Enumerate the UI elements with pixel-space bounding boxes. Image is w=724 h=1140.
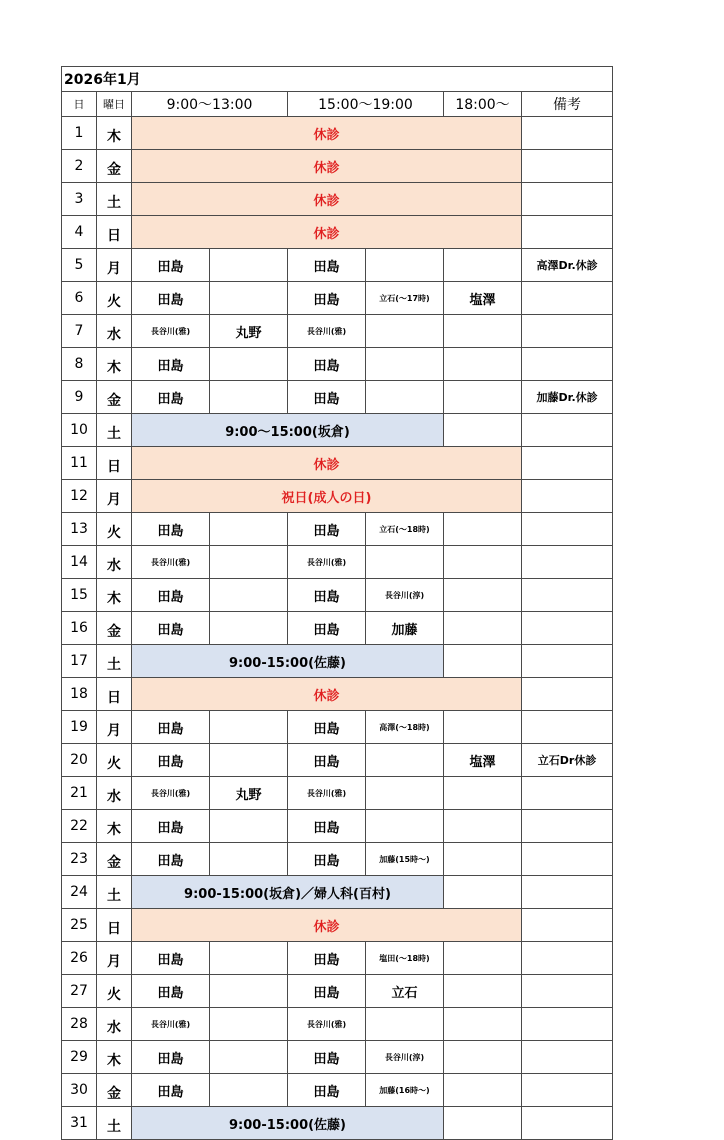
- afternoon-doctor-1: 田島: [288, 975, 366, 1008]
- weekday: 土: [97, 1107, 132, 1140]
- note-cell: [522, 348, 613, 381]
- afternoon-doctor-2: [366, 546, 444, 579]
- weekday: 火: [97, 975, 132, 1008]
- evening-doctor: [444, 612, 522, 645]
- note-cell: [522, 612, 613, 645]
- header-afternoon: 15:00～19:00: [288, 92, 444, 117]
- evening-doctor: [444, 843, 522, 876]
- afternoon-doctor-1: 田島: [288, 612, 366, 645]
- note-cell: [522, 1107, 613, 1140]
- morning-doctor-2: [210, 579, 288, 612]
- note-cell: [522, 513, 613, 546]
- evening-doctor: [444, 777, 522, 810]
- title-row: [62, 67, 613, 92]
- schedule-row: [62, 282, 613, 315]
- note-cell: [522, 546, 613, 579]
- morning-doctor-1: 田島: [132, 843, 210, 876]
- afternoon-doctor-1: 田島: [288, 1074, 366, 1107]
- morning-doctor-2: [210, 1041, 288, 1074]
- note-cell: 高澤Dr.休診: [522, 249, 613, 282]
- morning-doctor-2: [210, 1008, 288, 1041]
- afternoon-doctor-2: [366, 777, 444, 810]
- morning-doctor-2: [210, 249, 288, 282]
- evening-doctor: [444, 810, 522, 843]
- weekday: 土: [97, 414, 132, 447]
- schedule-row: [62, 117, 613, 150]
- evening-doctor: [444, 1074, 522, 1107]
- note-cell: [522, 711, 613, 744]
- note-cell: [522, 414, 613, 447]
- evening-cell: [444, 414, 522, 447]
- morning-doctor-2: [210, 942, 288, 975]
- schedule-row: [62, 183, 613, 216]
- day-number: 25: [62, 909, 97, 942]
- closed-cell: 休診: [132, 447, 522, 480]
- day-number: 10: [62, 414, 97, 447]
- day-number: 7: [62, 315, 97, 348]
- afternoon-doctor-1: 長谷川(雅): [288, 1008, 366, 1041]
- evening-cell: [444, 1107, 522, 1140]
- afternoon-doctor-1: 田島: [288, 942, 366, 975]
- header-weekday: 曜日: [97, 92, 132, 117]
- day-number: 9: [62, 381, 97, 414]
- day-number: 18: [62, 678, 97, 711]
- morning-doctor-1: 田島: [132, 810, 210, 843]
- afternoon-doctor-1: 田島: [288, 843, 366, 876]
- morning-doctor-1: 田島: [132, 744, 210, 777]
- morning-doctor-1: 田島: [132, 579, 210, 612]
- weekday: 火: [97, 282, 132, 315]
- day-number: 28: [62, 1008, 97, 1041]
- note-cell: [522, 117, 613, 150]
- day-number: 14: [62, 546, 97, 579]
- afternoon-doctor-1: 田島: [288, 348, 366, 381]
- afternoon-doctor-1: 田島: [288, 282, 366, 315]
- day-number: 20: [62, 744, 97, 777]
- note-cell: [522, 216, 613, 249]
- note-cell: [522, 876, 613, 909]
- note-cell: [522, 1074, 613, 1107]
- day-number: 8: [62, 348, 97, 381]
- note-cell: 加藤Dr.休診: [522, 381, 613, 414]
- schedule-row: [62, 480, 613, 513]
- afternoon-doctor-2: [366, 348, 444, 381]
- schedule-row: [62, 744, 613, 777]
- morning-doctor-1: 長谷川(雅): [132, 315, 210, 348]
- evening-doctor: [444, 381, 522, 414]
- note-cell: [522, 183, 613, 216]
- month-title: 2026年1月: [62, 67, 613, 92]
- note-cell: [522, 810, 613, 843]
- evening-doctor: 塩澤: [444, 282, 522, 315]
- schedule-row: [62, 414, 613, 447]
- schedule-row: [62, 447, 613, 480]
- weekday: 日: [97, 216, 132, 249]
- afternoon-doctor-1: 田島: [288, 711, 366, 744]
- evening-doctor: 塩澤: [444, 744, 522, 777]
- note-cell: [522, 282, 613, 315]
- weekday: 木: [97, 579, 132, 612]
- note-cell: [522, 579, 613, 612]
- afternoon-doctor-2: [366, 315, 444, 348]
- weekday: 月: [97, 711, 132, 744]
- schedule-row: [62, 1074, 613, 1107]
- note-cell: 立石Dr休診: [522, 744, 613, 777]
- morning-doctor-2: [210, 381, 288, 414]
- weekday: 木: [97, 810, 132, 843]
- afternoon-doctor-1: 田島: [288, 579, 366, 612]
- evening-doctor: [444, 513, 522, 546]
- closed-cell: 休診: [132, 117, 522, 150]
- note-cell: [522, 843, 613, 876]
- header-row: [62, 92, 613, 117]
- morning-doctor-2: [210, 711, 288, 744]
- note-cell: [522, 1008, 613, 1041]
- weekday: 木: [97, 348, 132, 381]
- day-number: 16: [62, 612, 97, 645]
- closed-cell: 祝日(成人の日): [132, 480, 522, 513]
- morning-doctor-1: 田島: [132, 513, 210, 546]
- weekday: 金: [97, 843, 132, 876]
- afternoon-doctor-1: 田島: [288, 381, 366, 414]
- header-notes: 備考: [522, 92, 613, 117]
- schedule-row: [62, 348, 613, 381]
- evening-doctor: [444, 315, 522, 348]
- schedule-row: [62, 876, 613, 909]
- afternoon-doctor-1: 田島: [288, 513, 366, 546]
- schedule-row: [62, 249, 613, 282]
- note-cell: [522, 975, 613, 1008]
- note-cell: [522, 909, 613, 942]
- schedule-row: [62, 216, 613, 249]
- evening-cell: [444, 645, 522, 678]
- evening-doctor: [444, 546, 522, 579]
- weekday: 金: [97, 150, 132, 183]
- schedule-row: [62, 315, 613, 348]
- evening-doctor: [444, 975, 522, 1008]
- note-cell: [522, 480, 613, 513]
- morning-doctor-1: 田島: [132, 1041, 210, 1074]
- evening-doctor: [444, 579, 522, 612]
- evening-doctor: [444, 1041, 522, 1074]
- morning-doctor-1: 田島: [132, 381, 210, 414]
- weekday: 月: [97, 942, 132, 975]
- morning-doctor-1: 田島: [132, 282, 210, 315]
- schedule-row: [62, 678, 613, 711]
- day-number: 6: [62, 282, 97, 315]
- weekday: 土: [97, 183, 132, 216]
- weekday: 水: [97, 546, 132, 579]
- evening-doctor: [444, 348, 522, 381]
- morning-doctor-1: 田島: [132, 942, 210, 975]
- closed-cell: 休診: [132, 909, 522, 942]
- morning-doctor-1: 田島: [132, 975, 210, 1008]
- afternoon-doctor-2: [366, 1008, 444, 1041]
- schedule-row: [62, 942, 613, 975]
- morning-doctor-2: [210, 513, 288, 546]
- weekday: 月: [97, 480, 132, 513]
- morning-doctor-2: 丸野: [210, 315, 288, 348]
- day-number: 30: [62, 1074, 97, 1107]
- weekday: 火: [97, 513, 132, 546]
- weekday: 金: [97, 1074, 132, 1107]
- afternoon-doctor-2: 高澤(～18時): [366, 711, 444, 744]
- header-day: 日: [62, 92, 97, 117]
- saturday-hours: 9:00-15:00(坂倉)／婦人科(百村): [132, 876, 444, 909]
- note-cell: [522, 1041, 613, 1074]
- weekday: 水: [97, 777, 132, 810]
- morning-doctor-1: 田島: [132, 249, 210, 282]
- schedule-row: [62, 843, 613, 876]
- schedule-row: [62, 513, 613, 546]
- weekday: 水: [97, 315, 132, 348]
- closed-cell: 休診: [132, 150, 522, 183]
- note-cell: [522, 447, 613, 480]
- day-number: 24: [62, 876, 97, 909]
- closed-cell: 休診: [132, 183, 522, 216]
- weekday: 金: [97, 612, 132, 645]
- morning-doctor-1: 田島: [132, 1074, 210, 1107]
- weekday: 土: [97, 876, 132, 909]
- schedule-row: [62, 1107, 613, 1140]
- day-number: 5: [62, 249, 97, 282]
- weekday: 土: [97, 645, 132, 678]
- afternoon-doctor-2: 長谷川(淳): [366, 579, 444, 612]
- note-cell: [522, 645, 613, 678]
- morning-doctor-1: 田島: [132, 612, 210, 645]
- morning-doctor-1: 長谷川(雅): [132, 1008, 210, 1041]
- afternoon-doctor-1: 長谷川(雅): [288, 546, 366, 579]
- afternoon-doctor-2: 長谷川(淳): [366, 1041, 444, 1074]
- day-number: 3: [62, 183, 97, 216]
- morning-doctor-2: [210, 282, 288, 315]
- schedule-row: [62, 1041, 613, 1074]
- morning-doctor-2: [210, 744, 288, 777]
- schedule-row: [62, 810, 613, 843]
- day-number: 22: [62, 810, 97, 843]
- schedule-row: [62, 150, 613, 183]
- afternoon-doctor-2: [366, 810, 444, 843]
- afternoon-doctor-2: [366, 744, 444, 777]
- weekday: 木: [97, 1041, 132, 1074]
- schedule-row: [62, 1008, 613, 1041]
- schedule-row: [62, 381, 613, 414]
- weekday: 火: [97, 744, 132, 777]
- schedule-row: [62, 546, 613, 579]
- day-number: 2: [62, 150, 97, 183]
- saturday-hours: 9:00-15:00(佐藤): [132, 645, 444, 678]
- afternoon-doctor-2: 加藤(15時～): [366, 843, 444, 876]
- day-number: 1: [62, 117, 97, 150]
- evening-doctor: [444, 942, 522, 975]
- afternoon-doctor-2: 立石: [366, 975, 444, 1008]
- schedule-table: [61, 66, 613, 1140]
- afternoon-doctor-1: 長谷川(雅): [288, 315, 366, 348]
- weekday: 月: [97, 249, 132, 282]
- evening-doctor: [444, 249, 522, 282]
- afternoon-doctor-1: 田島: [288, 1041, 366, 1074]
- day-number: 29: [62, 1041, 97, 1074]
- day-number: 13: [62, 513, 97, 546]
- weekday: 金: [97, 381, 132, 414]
- day-number: 11: [62, 447, 97, 480]
- afternoon-doctor-2: [366, 381, 444, 414]
- schedule-row: [62, 711, 613, 744]
- morning-doctor-1: 田島: [132, 711, 210, 744]
- day-number: 23: [62, 843, 97, 876]
- afternoon-doctor-1: 田島: [288, 810, 366, 843]
- morning-doctor-2: [210, 612, 288, 645]
- schedule-row: [62, 909, 613, 942]
- header-evening: 18:00～: [444, 92, 522, 117]
- day-number: 27: [62, 975, 97, 1008]
- day-number: 21: [62, 777, 97, 810]
- afternoon-doctor-2: [366, 249, 444, 282]
- morning-doctor-2: [210, 348, 288, 381]
- closed-cell: 休診: [132, 678, 522, 711]
- saturday-hours: 9:00～15:00(坂倉): [132, 414, 444, 447]
- evening-cell: [444, 876, 522, 909]
- day-number: 17: [62, 645, 97, 678]
- afternoon-doctor-2: 加藤(16時～): [366, 1074, 444, 1107]
- afternoon-doctor-2: 塩田(～18時): [366, 942, 444, 975]
- closed-cell: 休診: [132, 216, 522, 249]
- afternoon-doctor-2: 加藤: [366, 612, 444, 645]
- weekday: 水: [97, 1008, 132, 1041]
- weekday: 日: [97, 909, 132, 942]
- weekday: 日: [97, 447, 132, 480]
- header-morning: 9:00～13:00: [132, 92, 288, 117]
- morning-doctor-2: [210, 1074, 288, 1107]
- afternoon-doctor-1: 田島: [288, 744, 366, 777]
- day-number: 26: [62, 942, 97, 975]
- day-number: 4: [62, 216, 97, 249]
- morning-doctor-2: [210, 843, 288, 876]
- morning-doctor-2: [210, 975, 288, 1008]
- weekday: 日: [97, 678, 132, 711]
- afternoon-doctor-1: 田島: [288, 249, 366, 282]
- evening-doctor: [444, 711, 522, 744]
- morning-doctor-1: 田島: [132, 348, 210, 381]
- morning-doctor-2: [210, 546, 288, 579]
- note-cell: [522, 777, 613, 810]
- weekday: 木: [97, 117, 132, 150]
- note-cell: [522, 678, 613, 711]
- day-number: 15: [62, 579, 97, 612]
- saturday-hours: 9:00-15:00(佐藤): [132, 1107, 444, 1140]
- day-number: 31: [62, 1107, 97, 1140]
- afternoon-doctor-1: 長谷川(雅): [288, 777, 366, 810]
- evening-doctor: [444, 1008, 522, 1041]
- day-number: 19: [62, 711, 97, 744]
- day-number: 12: [62, 480, 97, 513]
- morning-doctor-2: 丸野: [210, 777, 288, 810]
- note-cell: [522, 315, 613, 348]
- morning-doctor-1: 長谷川(雅): [132, 777, 210, 810]
- schedule-row: [62, 579, 613, 612]
- afternoon-doctor-2: 立石(～17時): [366, 282, 444, 315]
- note-cell: [522, 150, 613, 183]
- schedule-row: [62, 645, 613, 678]
- note-cell: [522, 942, 613, 975]
- schedule-row: [62, 612, 613, 645]
- morning-doctor-2: [210, 810, 288, 843]
- morning-doctor-1: 長谷川(雅): [132, 546, 210, 579]
- schedule-row: [62, 975, 613, 1008]
- afternoon-doctor-2: 立石(～18時): [366, 513, 444, 546]
- schedule-row: [62, 777, 613, 810]
